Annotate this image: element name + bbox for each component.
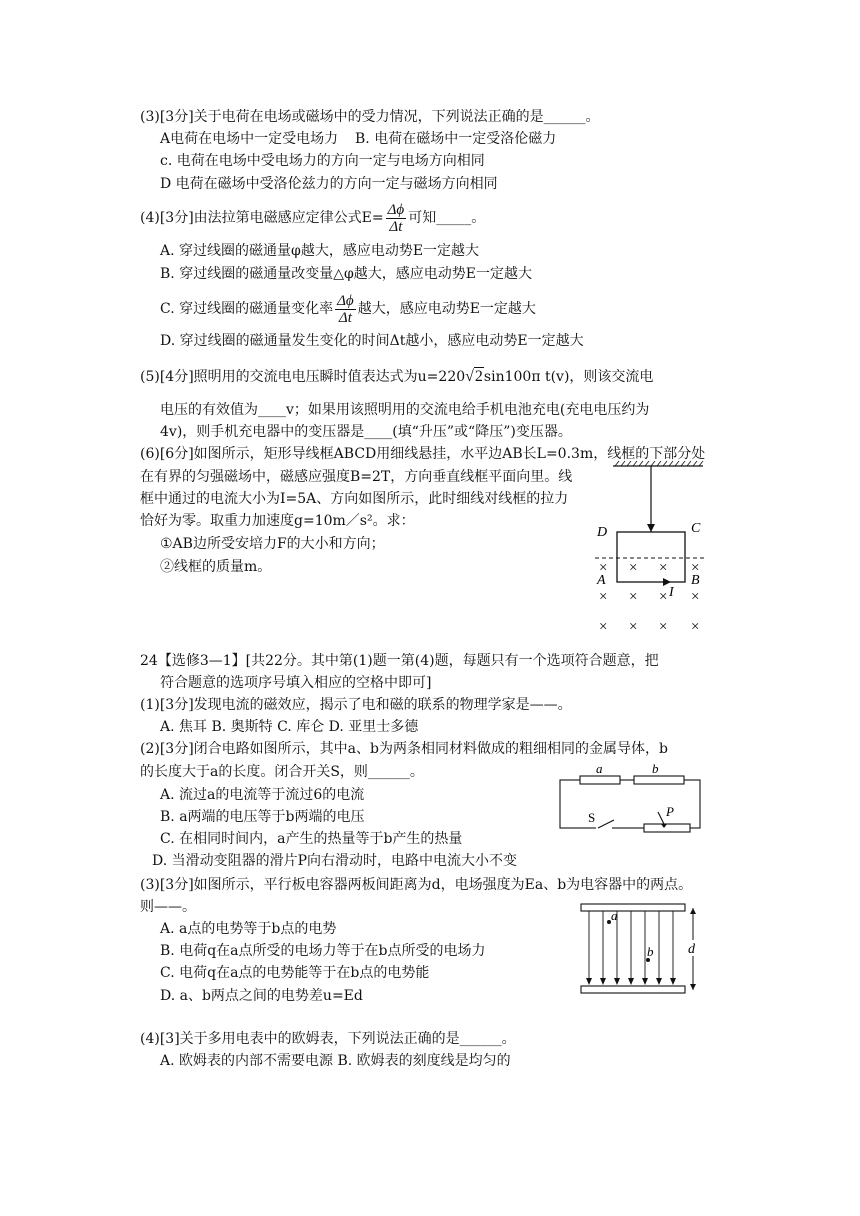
s24q4-stem: (4)[3]关于多用电表中的欧姆表，下列说法正确的是______。	[140, 1031, 516, 1047]
svg-text:×: ×	[659, 560, 668, 576]
s24q3-option-c: C. 电荷q在a点的电势能等于在b点的电势能	[160, 965, 430, 981]
s24q1-stem: (1)[3分]发现电流的磁效应，揭示了电和磁的联系的物理学家是——。	[140, 697, 572, 713]
wire-frame	[617, 532, 685, 582]
q4-stem-post: 可知_____。	[408, 210, 486, 226]
q4-option-b: B. 穿过线圈的磁通量改变量△φ越大，感应电动势E一定越大	[160, 266, 532, 282]
distance-arrow-top	[690, 908, 696, 914]
fraction-denominator: Δt	[389, 218, 403, 235]
svg-text:×: ×	[629, 619, 638, 635]
resistor-a	[580, 776, 620, 784]
q5-line-1	[140, 368, 653, 386]
resistor-b	[634, 776, 684, 784]
label-a: A	[597, 573, 606, 588]
s24-line-2: 符合题意的选项序号填入相应的空格中即可]	[160, 675, 432, 691]
label-b: b	[652, 762, 659, 776]
s24q3-line-1: (3)[3分]如图所示，平行板电容器两板间距离为d，电场强度为Ea、b为电容器中的两点。	[140, 877, 693, 893]
svg-text:×: ×	[691, 589, 700, 605]
label-s: S	[588, 810, 596, 825]
q6-sub-2: ②线框的质量m。	[160, 559, 272, 575]
label-b: b	[647, 944, 654, 959]
s24q4-options: A. 欧姆表的内部不需要电源 B. 欧姆表的刻度线是均匀的	[160, 1053, 511, 1069]
s24q3-option-b: B. 电荷q在a点所受的电场力等于在b点所受的电场力	[160, 943, 486, 959]
s24q2-option-c: C. 在相同时间内，a产生的热量等于b产生的热量	[160, 831, 463, 847]
q6-sub-1: ①AB边所受安培力F的大小和方向；	[160, 536, 385, 552]
q4-option-d: D. 穿过线圈的磁通量发生变化的时间Δt越小，感应电动势E一定越大	[160, 333, 584, 349]
field-lines	[589, 911, 673, 984]
sqrt-radicand: 2	[474, 368, 483, 385]
label-d: d	[688, 942, 695, 957]
svg-text:×: ×	[691, 619, 700, 635]
q3-option-b: B. 电荷在磁场中一定受洛伦磁力	[355, 131, 557, 147]
circuit-figure	[552, 762, 712, 840]
svg-text:×: ×	[629, 560, 638, 576]
rheostat	[644, 824, 690, 832]
q4-option-c-fraction	[335, 293, 356, 326]
q3-option-a: A电荷在电场中一定受电场力	[160, 131, 339, 147]
q5-line-1-pre: (5)[4分]照明用的交流电电压瞬时值表达式为u=220	[140, 369, 466, 385]
s24q2-line-2: 的长度大于a的长度。闭合开关S，则______。	[140, 764, 424, 780]
q6-line-3: 框中通过的电流大小为I=5A、方向如图所示，此时细线对线框的拉力	[140, 491, 569, 507]
svg-text:×: ×	[691, 560, 700, 576]
svg-text:×: ×	[599, 589, 608, 605]
svg-text:×: ×	[629, 589, 638, 605]
label-b: B	[691, 573, 700, 588]
s24q1-options: A. 焦耳 B. 奥斯特 C. 库仑 D. 亚里士多德	[160, 719, 419, 735]
svg-text:×: ×	[659, 589, 668, 605]
s24q2-option-a: A. 流过a的电流等于流过6的电流	[160, 787, 365, 803]
frame-in-magnetic-field-figure	[585, 460, 715, 640]
q6-line-4: 恰好为零。取重力加速度g=10m／s²。求：	[140, 513, 415, 529]
slider-p	[658, 812, 664, 824]
field-arrows	[586, 978, 676, 985]
q6-line-2: 在有界的匀强磁场中，磁感应强度B=2T，方向垂直线框平面向里。线	[140, 469, 573, 485]
svg-text:×: ×	[659, 619, 668, 635]
label-current-i: I	[669, 585, 674, 600]
label-a: a	[596, 762, 603, 776]
q4-stem-pre: (4)[3分]由法拉第电磁感应定律公式E=	[140, 210, 384, 226]
q3-stem: (3)[3分]关于电荷在电场或磁场中的受力情况，下列说法正确的是______。	[140, 109, 600, 125]
q5-line-2: 电压的有效值为____v；如果用该照明用的交流电给手机电池充电(充电电压约为	[160, 402, 650, 418]
q4-stem	[140, 198, 485, 238]
label-c: C	[691, 521, 701, 536]
ceiling-hatch	[615, 461, 703, 466]
fraction-denominator: Δt	[338, 309, 352, 326]
q5-line-3: 4v)，则手机充电器中的变压器是____(填“升压”或“降压”)变压器。	[160, 424, 572, 440]
svg-text:×: ×	[599, 619, 608, 635]
svg-text:×: ×	[599, 560, 608, 576]
bottom-plate	[581, 986, 685, 993]
label-p: P	[666, 804, 674, 819]
q4-option-c-post: 越大，感应电动势E一定越大	[357, 301, 536, 317]
s24q2-option-d: D. 当滑动变阻器的滑片P向右滑动时，电路中电流大小不变	[152, 853, 518, 869]
distance-arrow-bottom	[690, 984, 696, 990]
s24q2-option-b: B. a两端的电压等于b两端的电压	[160, 809, 365, 825]
sqrt-symbol: √2	[465, 368, 483, 385]
capacitor-figure	[575, 898, 710, 998]
circuit-loop	[560, 780, 700, 828]
q4-fraction	[386, 202, 407, 235]
s24q3-line-2: 则——。	[140, 899, 196, 915]
thread-arrow	[647, 524, 655, 532]
q5-line-1-post: sin100π t(v)，则该交流电	[483, 369, 654, 385]
s24-line-1: 24【选修3—1】[共22分。其中第(1)题一第(4)题，每题只有一个选项符合题意，把	[140, 653, 659, 669]
q4-option-c-pre: C. 穿过线圈的磁通量变化率	[160, 301, 334, 317]
q4-option-c	[160, 289, 536, 329]
top-plate	[581, 904, 685, 911]
label-a: a	[611, 908, 618, 923]
s24q2-line-1: (2)[3分]闭合电路如图所示，其中a、b为两条相同材料做成的粗细相同的金属导体，b	[140, 741, 668, 757]
q6-line-1: (6)[6分]如图所示，矩形导线框ABCD用细线悬挂，水平边AB长L=0.3m，线框的下部分处	[140, 446, 706, 462]
fraction-numerator: Δϕ	[387, 201, 405, 218]
s24q3-option-d: D. a、b两点之间的电势差u=Ed	[160, 988, 363, 1004]
fraction-numerator: Δϕ	[337, 292, 354, 309]
label-d: D	[597, 525, 608, 540]
q3-option-d: D 电荷在磁场中受洛伦兹力的方向一定与磁场方向相同	[160, 176, 498, 192]
q4-option-a: A. 穿过线圈的磁通量φ越大，感应电动势E一定越大	[160, 243, 480, 259]
q3-option-c: c. 电荷在电场中受电场力的方向一定与电场方向相同	[160, 153, 485, 169]
s24q3-option-a: A. a点的电势等于b点的电势	[160, 921, 337, 937]
